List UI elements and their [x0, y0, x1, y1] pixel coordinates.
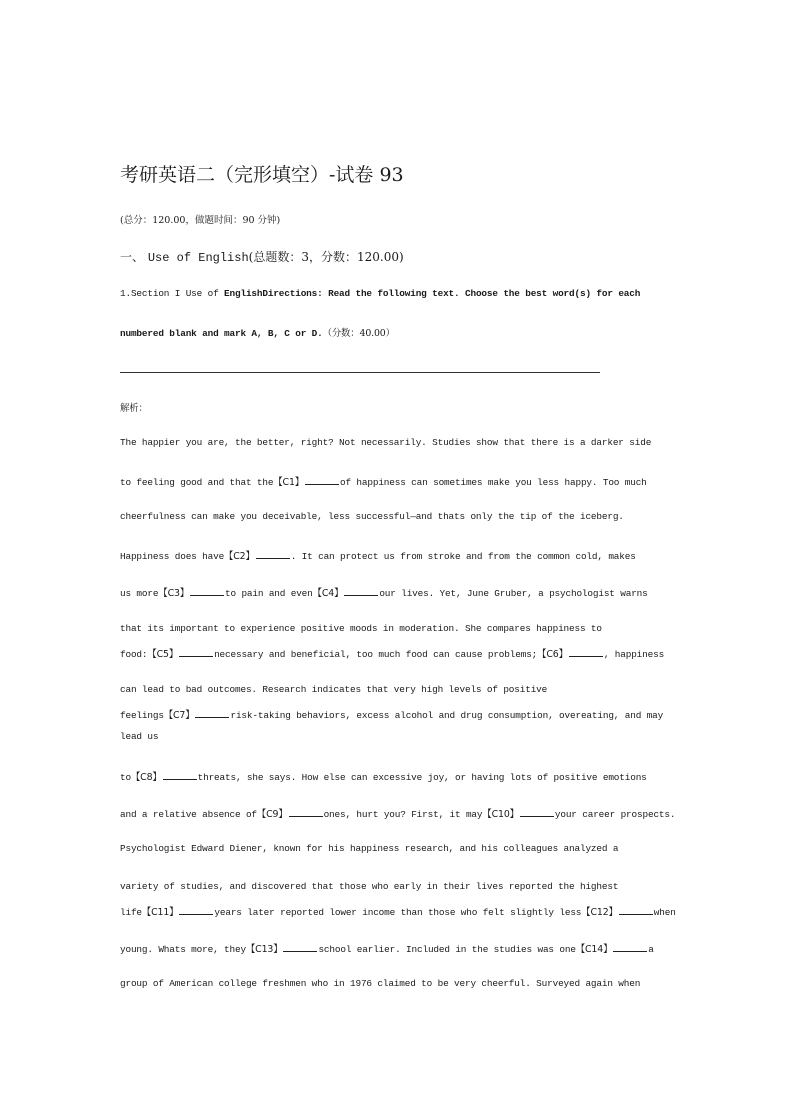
- passage-line: can lead to bad outcomes. Research indicates that very high levels of positive: [120, 684, 548, 695]
- text: to pain and even: [225, 588, 313, 599]
- blank-label-c3: 【C3】: [158, 588, 190, 599]
- blank-c10: [520, 808, 554, 817]
- question-line-2: [120, 325, 395, 339]
- question-directions-cont: numbered blank and mark A, B, C or D.: [120, 328, 323, 339]
- text: ones, hurt you? First, it may: [323, 809, 483, 820]
- blank-c2: [256, 550, 290, 559]
- passage-line: [120, 646, 664, 660]
- passage-line: The happier you are, the better, right? Not necessarily. Studies show that there is a darker side: [120, 437, 652, 448]
- passage-line: group of American college freshmen who in 1976 claimed to be very cheerful. Surveyed again when: [120, 978, 641, 989]
- blank-c13: [283, 943, 317, 952]
- exam-meta: (总分：120.00，做题时间：90 分钟): [120, 215, 281, 226]
- text: years later reported lower income than those who felt slightly less: [214, 907, 582, 918]
- passage-line: variety of studies, and discovered that those who early in their lives reported the highest: [120, 881, 619, 892]
- section-detail: (总题数：3，分数：120.00): [248, 250, 404, 264]
- text: necessary and beneficial, too much food can cause problems;: [214, 649, 538, 660]
- text: a: [648, 944, 654, 955]
- blank-label-c5: 【C5】: [147, 649, 179, 660]
- passage-line: [120, 806, 675, 820]
- passage-line: [120, 904, 676, 918]
- text: us more: [120, 588, 159, 599]
- text: your career prospects.: [554, 809, 676, 820]
- text: and a relative absence of: [120, 809, 257, 820]
- text: food:: [120, 649, 148, 660]
- blank-label-c7: 【C7】: [163, 710, 195, 721]
- blank-label-c6: 【C6】: [537, 649, 568, 660]
- passage-line: lead us: [120, 731, 159, 742]
- analysis-label: 解析：: [120, 403, 148, 414]
- text: threats, she says. How else can excessive joy, or having lots of positive emotions: [197, 772, 647, 783]
- blank-label-c14: 【C14】: [575, 944, 613, 955]
- text: feelings: [120, 710, 164, 721]
- passage-line: [120, 548, 636, 562]
- text: our lives. Yet, June Gruber, a psychologist warns: [379, 588, 648, 599]
- question-number: 1.Section I Use of: [120, 288, 225, 299]
- blank-label-c9: 【C9】: [256, 809, 288, 820]
- text: life: [120, 907, 142, 918]
- blank-c4: [344, 587, 378, 596]
- text: , happiness: [603, 649, 665, 660]
- blank-c8: [163, 771, 197, 780]
- blank-c7: [195, 709, 229, 718]
- blank-c5: [179, 648, 213, 657]
- question-line-1: [120, 288, 640, 299]
- blank-c3: [190, 587, 224, 596]
- question-score: （分数：40.00）: [322, 328, 395, 339]
- blank-c11: [179, 906, 213, 915]
- section-heading: [120, 248, 404, 265]
- question-directions: EnglishDirections: Read the following text. Choose the best word(s) for each: [224, 288, 641, 299]
- answer-line: [120, 372, 600, 373]
- blank-c6: [569, 648, 603, 657]
- section-name: Use of English: [147, 251, 249, 265]
- blank-label-c10: 【C10】: [482, 809, 519, 820]
- passage-line: [120, 941, 654, 955]
- blank-label-c13: 【C13】: [245, 944, 283, 955]
- blank-label-c12: 【C12】: [581, 907, 618, 918]
- blank-label-c2: 【C2】: [224, 551, 255, 562]
- text: to: [120, 772, 131, 783]
- text: when: [653, 907, 676, 918]
- passage-line: Psychologist Edward Diener, known for his happiness research, and his colleagues analyzed a: [120, 843, 619, 854]
- blank-label-c4: 【C4】: [312, 588, 344, 599]
- passage-line: [120, 585, 648, 599]
- text: to feeling good and that the: [120, 477, 274, 488]
- text: risk-taking behaviors, excess alcohol and drug consumption, overeating, and may: [230, 710, 664, 721]
- section-prefix: 一、: [120, 250, 145, 264]
- blank-c9: [289, 808, 323, 817]
- text: school earlier. Included in the studies was one: [318, 944, 576, 955]
- text: young. Whats more, they: [120, 944, 246, 955]
- blank-c12: [619, 906, 653, 915]
- text: of happiness can sometimes make you less happy. Too much: [340, 477, 647, 488]
- blank-c1: [305, 476, 339, 485]
- blank-label-c8: 【C8】: [130, 772, 162, 783]
- text: Happiness does have: [120, 551, 225, 562]
- blank-label-c1: 【C1】: [273, 477, 304, 488]
- blank-c14: [613, 943, 647, 952]
- passage-line: [120, 707, 663, 721]
- blank-label-c11: 【C11】: [141, 907, 179, 918]
- text: . It can protect us from stroke and from the common cold, makes: [290, 551, 636, 562]
- passage-line: [120, 474, 647, 488]
- passage-line: cheerfulness can make you deceivable, less successful—and thats only the tip of the iceberg.: [120, 511, 624, 522]
- page-title: 考研英语二（完形填空）-试卷 93: [120, 164, 404, 186]
- passage-line: [120, 769, 647, 783]
- passage-line: that its important to experience positive moods in moderation. She compares happiness to: [120, 623, 602, 634]
